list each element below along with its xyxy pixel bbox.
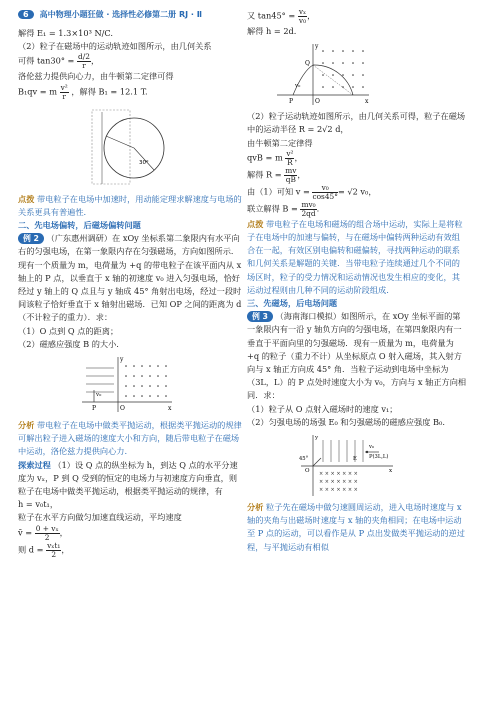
formula-line — [247, 167, 467, 184]
fraction-numerator: v₀ — [312, 184, 337, 193]
fraction — [60, 84, 69, 101]
Q-label: Q — [305, 60, 310, 68]
question-1: （1）粒子从 O 点射入磁场时的速度 v₁； — [247, 403, 398, 414]
fraction — [46, 542, 61, 559]
y-axis-label: y — [120, 356, 124, 364]
right-column — [247, 8, 467, 554]
fraction — [312, 184, 337, 201]
analysis-text: 粒子先在磁场中做匀速圆周运动，进入电场时速度与 x 轴的夹角与出磁场时速度与 x 轴的夹角相同；在电场中运动至 P 点的运动，可以看作是从 P 点出发做类平抛运动的逆过程，与平抛运动有相似 — [247, 502, 465, 552]
fraction-denominator: R — [287, 157, 293, 167]
formula-text: 解得 R = — [247, 169, 282, 180]
header-title: 高中物理小题狂做 · 选择性必修第二册 RJ · Ⅱ — [39, 9, 202, 19]
fraction-denominator: 2 — [44, 532, 50, 542]
x-axis-label: x — [168, 405, 172, 413]
fraction-denominator: r — [82, 61, 86, 71]
E-label: E — [353, 456, 357, 463]
v0-label: v₀ — [369, 444, 375, 451]
example-paragraph — [18, 232, 242, 324]
fraction-denominator: 2qd — [301, 208, 316, 218]
y-axis-label: y — [315, 43, 319, 51]
angle-label: 30° — [139, 159, 149, 166]
fraction-denominator: cos45° — [312, 191, 338, 201]
formula-line — [247, 184, 467, 201]
formula-text: = √2 v₀， — [337, 186, 377, 197]
y-axis-label: y — [315, 435, 319, 442]
P-label: P — [92, 405, 97, 413]
text-line: 解得 E₁ = 1.3×10³ N/C. — [18, 28, 113, 38]
fraction-denominator: 2 — [51, 549, 57, 559]
formula-text: ， — [294, 152, 303, 163]
text-line: h = v₀t₁， — [18, 499, 59, 510]
formula-text: 联立解得 B = — [247, 203, 298, 214]
formula-text: v̄ = — [18, 527, 33, 538]
formula-text: B₁qv = m — [18, 86, 57, 97]
question-1: （1）O 点到 Q 点的距离； — [18, 325, 119, 336]
x-axis-label: x — [365, 98, 369, 106]
analysis-text: 带电粒子在电场中做类平抛运动，根据类平抛运动的规律可解出粒子进入磁场的速度大小和方向，随后带电粒子在磁场中运动，洛伦兹力提供向心力. — [18, 420, 242, 457]
question-2: （2）磁感应强度 B 的大小. — [18, 338, 119, 349]
analysis-paragraph — [247, 501, 467, 554]
formula-line: 可得 tan30° = $\frac{d/2}{r}$ ， — [18, 52, 100, 71]
formula-line — [247, 201, 467, 218]
process-tag: 探索过程 — [18, 459, 51, 470]
angle-label: 45° — [299, 456, 309, 463]
analysis-tag: 分析 — [247, 502, 264, 513]
circle-trajectory-figure — [80, 104, 180, 190]
formula-line — [247, 8, 467, 25]
v0-label: v₀ — [96, 392, 102, 399]
left-column — [18, 27, 242, 559]
field-figure-example3 — [295, 432, 395, 498]
tip-tag: 点拨 — [247, 218, 264, 229]
fraction-numerator: 0 + vₓ — [35, 523, 59, 533]
formula-text: . — [316, 203, 320, 214]
formula-text: qvB = m — [247, 152, 283, 163]
fraction-numerator: mv₀ — [301, 199, 316, 209]
fraction-numerator: v² — [60, 82, 68, 92]
formula-text: 可得 tan30° = — [18, 55, 75, 66]
fraction-denominator: qB — [285, 174, 296, 184]
fraction-numerator: mv — [285, 165, 297, 175]
P-label: P(3L,L) — [369, 454, 389, 461]
O-label: O — [120, 405, 125, 413]
formula-line — [18, 84, 242, 101]
section-heading: 二、先电场偏转，后磁场偏转问题 — [18, 220, 141, 231]
text-line: 粒子在水平方向做匀加速直线运动，平均速度 — [18, 512, 182, 523]
fraction — [77, 53, 91, 70]
fraction-numerator: d/2 — [78, 52, 90, 62]
tip-text: 带电粒子在电场中加速时，用动能定理求解速度与电场的关系更具有普遍性. — [18, 193, 242, 217]
P-label: P — [289, 98, 294, 106]
fraction-numerator: vₓt₁ — [47, 540, 61, 550]
analysis-paragraph — [18, 419, 242, 459]
tip-paragraph — [18, 193, 242, 219]
example-paragraph — [247, 310, 467, 402]
process-text: （1）设 Q 点的纵坐标为 h，到达 Q 点的水平分速度为 vₓ，P 到 Q 受到的恒定的电场力与初速度方向垂直，则粒子在电场中做类平抛运动，根据类平抛运动的规律，有 — [18, 459, 238, 497]
formula-text: 则 d = — [18, 544, 44, 555]
fraction — [298, 8, 307, 25]
fraction — [35, 525, 60, 542]
text-line: （2）粒子运动轨迹如图所示，由几何关系可得，粒子在磁场中的运动半径 R = 2√2 d， — [247, 111, 466, 135]
fraction — [300, 201, 316, 218]
formula-line — [247, 150, 467, 167]
x-axis-label: x — [389, 468, 393, 475]
example-text: （海南海口模拟）如图所示，在 xOy 坐标平面的第一象限内有一沿 y 轴负方向的匀强电场，在第四象限内有一垂直于平面向里的匀强磁场．现有一质量为 m，电荷量为 +q 的粒子（重力不计）从坐标原点 O 射入磁场，其入射方向与 x 轴正方向成 45° 角．当粒子运动到电场中坐标为（3L，L）的 P 点处时速度大小为 v₀，方向与 x 轴正方向相同．求： — [247, 311, 467, 401]
section-heading: 三、先磁场，后电场问题 — [247, 298, 338, 309]
formula-text: ， — [59, 527, 68, 538]
tip-paragraph — [247, 218, 467, 297]
page-number: 6 — [18, 10, 34, 19]
fraction-numerator: vₓ — [298, 7, 307, 16]
svg-text:× × × × × × ×: × × × × × × × — [319, 471, 358, 478]
page-header — [18, 7, 202, 21]
fraction-denominator: v₀ — [298, 16, 307, 25]
formula-text: ， — [297, 169, 306, 180]
O-label: O — [315, 98, 320, 106]
trajectory-figure-example2 — [273, 41, 373, 107]
text-line: 由牛顿第二定律得 — [247, 137, 313, 148]
example-tag: 例 3 — [247, 311, 273, 322]
example-text: （广东惠州调研）在 xOy 坐标系第二象限内有水平向右的匀强电场，在第一象限内存在匀强磁场，方向如图所示．现有一个质量为 m，电荷量为 +q 的带电粒子在该平面内从 x 轴上的 P 点，以垂直于 x 轴的初速度 v₀ 进入匀强电场，恰好经过 y 轴上的 Q 点且与 y 轴成 45° 角射出电场，经过一段时间该粒子恰好垂直于 x 轴射出磁场．已知 OP 之间的距离为 d（不计粒子的重力）．求： — [18, 233, 242, 323]
formula-text: ， — [61, 544, 70, 555]
v0-label: v₀ — [295, 83, 301, 90]
O-label: O — [305, 468, 310, 475]
formula-line — [18, 542, 242, 559]
tip-tag: 点拨 — [18, 193, 35, 204]
fraction-denominator: r — [62, 91, 66, 101]
formula-text: 由（1）可知 v = — [247, 186, 310, 197]
fraction-numerator: v² — [286, 148, 294, 158]
text-line: 洛伦兹力提供向心力，由牛顿第二定律可得 — [18, 71, 174, 82]
tip-text: 带电粒子在电场和磁场的组合场中运动，实际上是将粒子在电场中的加速与偏转，与在磁场中偏转两种运动有效组合在一起，有效区别电偏转和磁偏转，寻找两种运动的联系和几何关系是解题的关键．当带电粒子连续通过几个不同的场区时，粒子的受力情况和运动情况也发生相应的变化，其运动过程则由几种不同的运动阶段组成. — [247, 218, 463, 295]
field-figure-example2 — [78, 354, 174, 416]
formula-text: ， — [307, 10, 316, 21]
text-line: （2）粒子在磁场中的运动轨迹如图所示，由几何关系 — [18, 41, 212, 52]
analysis-tag: 分析 — [18, 420, 35, 431]
svg-text:× × × × × × ×: × × × × × × × — [319, 487, 358, 494]
formula-text: ，解得 B₁ = 12.1 T. — [71, 86, 148, 97]
text-line: 解得 h = 2d. — [247, 26, 297, 36]
formula-line — [18, 525, 242, 542]
formula-text: 又 tan45° = — [247, 10, 296, 21]
fraction — [284, 167, 297, 184]
example-tag: 例 2 — [18, 233, 44, 244]
question-2: （2）匀强电场的场强 E₀ 和匀强磁场的磁感应强度 B₀. — [247, 416, 445, 427]
process-paragraph — [18, 459, 242, 499]
svg-text:× × × × × × ×: × × × × × × × — [319, 479, 358, 486]
